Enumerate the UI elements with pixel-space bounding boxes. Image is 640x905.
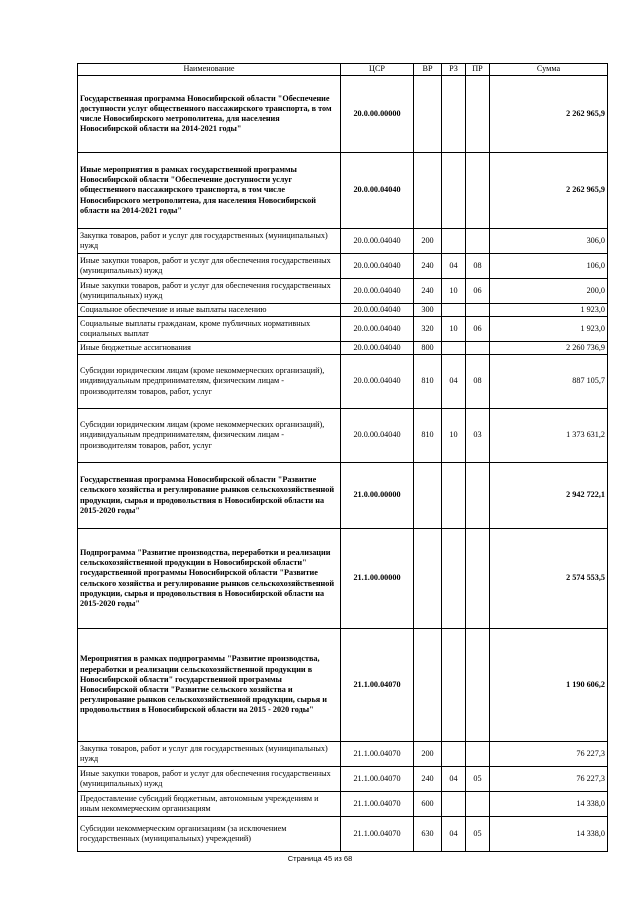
row-pr bbox=[466, 342, 490, 355]
row-name: Субсидии юридическим лицам (кроме некоммерческих организаций), индивидуальным предпринимателям, физическим лицам - производителям товаров, работ, услуг bbox=[78, 409, 341, 463]
row-rz bbox=[442, 742, 466, 767]
row-name: Иные бюджетные ассигнования bbox=[78, 342, 341, 355]
row-name: Закупка товаров, работ и услуг для государственных (муниципальных) нужд bbox=[78, 229, 341, 254]
table-row bbox=[78, 817, 608, 852]
row-csr: 21.1.00.04070 bbox=[341, 629, 414, 742]
row-name: Иные закупки товаров, работ и услуг для обеспечения государственных (муниципальных) нужд bbox=[78, 279, 341, 304]
row-rz: 10 bbox=[442, 409, 466, 463]
table-row bbox=[78, 529, 608, 629]
row-rz bbox=[442, 153, 466, 229]
row-pr bbox=[466, 76, 490, 153]
row-sum: 306,0 bbox=[490, 229, 608, 254]
table-row bbox=[78, 792, 608, 817]
table-row bbox=[78, 767, 608, 792]
header-vr: ВР bbox=[414, 64, 442, 76]
row-name: Государственная программа Новосибирской области "Развитие сельского хозяйства и регулирование рынков сельскохозяйственной продукции, сырья и продовольствия в Новосибирской области на 2015-2020 годы" bbox=[78, 463, 341, 529]
row-rz bbox=[442, 792, 466, 817]
table-row bbox=[78, 342, 608, 355]
row-name: Субсидии некоммерческим организациям (за исключением государственных (муниципальных) учреждений) bbox=[78, 817, 341, 852]
row-pr: 08 bbox=[466, 355, 490, 409]
row-name: Социальные выплаты гражданам, кроме публичных нормативных социальных выплат bbox=[78, 317, 341, 342]
row-sum: 14 338,0 bbox=[490, 817, 608, 852]
table-header-row bbox=[78, 64, 608, 76]
row-csr: 20.0.00.04040 bbox=[341, 279, 414, 304]
row-sum: 2 574 553,5 bbox=[490, 529, 608, 629]
row-sum: 2 262 965,9 bbox=[490, 153, 608, 229]
header-csr: ЦСР bbox=[341, 64, 414, 76]
row-name: Социальное обеспечение и иные выплаты населению bbox=[78, 304, 341, 317]
row-rz: 04 bbox=[442, 254, 466, 279]
header-sum: Сумма bbox=[490, 64, 608, 76]
row-csr: 21.1.00.04070 bbox=[341, 742, 414, 767]
row-vr bbox=[414, 529, 442, 629]
row-name: Субсидии юридическим лицам (кроме некоммерческих организаций), индивидуальным предпринимателям, физическим лицам - производителям товаров, работ, услуг bbox=[78, 355, 341, 409]
row-pr bbox=[466, 153, 490, 229]
row-pr bbox=[466, 229, 490, 254]
row-csr: 20.0.00.04040 bbox=[341, 153, 414, 229]
table-row bbox=[78, 317, 608, 342]
row-rz bbox=[442, 529, 466, 629]
row-rz bbox=[442, 629, 466, 742]
row-vr: 630 bbox=[414, 817, 442, 852]
row-pr: 06 bbox=[466, 317, 490, 342]
row-csr: 21.1.00.00000 bbox=[341, 529, 414, 629]
row-vr bbox=[414, 629, 442, 742]
table-row bbox=[78, 409, 608, 463]
row-pr bbox=[466, 742, 490, 767]
row-vr: 600 bbox=[414, 792, 442, 817]
row-rz: 04 bbox=[442, 817, 466, 852]
row-vr: 200 bbox=[414, 742, 442, 767]
row-sum: 2 260 736,9 bbox=[490, 342, 608, 355]
row-rz bbox=[442, 342, 466, 355]
row-vr bbox=[414, 153, 442, 229]
row-rz bbox=[442, 229, 466, 254]
row-pr: 06 bbox=[466, 279, 490, 304]
row-csr: 20.0.00.04040 bbox=[341, 229, 414, 254]
row-vr: 810 bbox=[414, 409, 442, 463]
row-sum: 1 923,0 bbox=[490, 317, 608, 342]
row-csr: 20.0.00.04040 bbox=[341, 342, 414, 355]
row-name: Предоставление субсидий бюджетным, автономным учреждениям и иным некоммерческим организациям bbox=[78, 792, 341, 817]
row-sum: 76 227,3 bbox=[490, 742, 608, 767]
page-footer: Страница 45 из 68 bbox=[287, 854, 353, 863]
row-rz: 04 bbox=[442, 355, 466, 409]
row-pr: 03 bbox=[466, 409, 490, 463]
row-vr: 240 bbox=[414, 279, 442, 304]
row-vr: 810 bbox=[414, 355, 442, 409]
row-sum: 887 105,7 bbox=[490, 355, 608, 409]
row-csr: 21.0.00.00000 bbox=[341, 463, 414, 529]
header-rz: РЗ bbox=[442, 64, 466, 76]
row-sum: 76 227,3 bbox=[490, 767, 608, 792]
row-vr bbox=[414, 76, 442, 153]
table-row bbox=[78, 76, 608, 153]
row-sum: 1 923,0 bbox=[490, 304, 608, 317]
row-name: Иные закупки товаров, работ и услуг для обеспечения государственных (муниципальных) нужд bbox=[78, 767, 341, 792]
row-name: Закупка товаров, работ и услуг для государственных (муниципальных) нужд bbox=[78, 742, 341, 767]
row-pr bbox=[466, 629, 490, 742]
table-row bbox=[78, 463, 608, 529]
row-name: Иные мероприятия в рамках государственной программы Новосибирской области "Обеспечение доступности услуг общественного пассажирского транспорта, в том числе Новосибирского метрополитена, для населения Новосибирской области на 2014-2021 годы" bbox=[78, 153, 341, 229]
budget-table bbox=[77, 63, 608, 852]
table-row bbox=[78, 229, 608, 254]
row-rz bbox=[442, 463, 466, 529]
table-row bbox=[78, 279, 608, 304]
row-sum: 1 373 631,2 bbox=[490, 409, 608, 463]
row-vr: 300 bbox=[414, 304, 442, 317]
table-row bbox=[78, 254, 608, 279]
row-rz: 10 bbox=[442, 317, 466, 342]
row-pr bbox=[466, 463, 490, 529]
row-sum: 106,0 bbox=[490, 254, 608, 279]
row-name: Мероприятия в рамках подпрограммы "Развитие производства, переработки и реализации сельскохозяйственной продукции в Новосибирской области" государственной программы Новосибирской области "Развитие сельского хозяйства и регулирование рынков сельскохозяйственной продукции, сырья и продовольствия в Новосибирской области на 2015 - 2020 годы" bbox=[78, 629, 341, 742]
table-row bbox=[78, 153, 608, 229]
row-rz: 04 bbox=[442, 767, 466, 792]
row-name: Иные закупки товаров, работ и услуг для обеспечения государственных (муниципальных) нужд bbox=[78, 254, 341, 279]
row-sum: 1 190 606,2 bbox=[490, 629, 608, 742]
row-name: Подпрограмма "Развитие производства, переработки и реализации сельскохозяйственной продукции в Новосибирской области" государственной программы Новосибирской области "Развитие сельского хозяйства и регулирование рынков сельскохозяйственной продукции, сырья и продовольствия в Новосибирской области на 2015-2020 годы" bbox=[78, 529, 341, 629]
row-csr: 21.1.00.04070 bbox=[341, 767, 414, 792]
row-csr: 21.1.00.04070 bbox=[341, 817, 414, 852]
row-sum: 2 942 722,1 bbox=[490, 463, 608, 529]
row-pr: 05 bbox=[466, 817, 490, 852]
row-csr: 20.0.00.04040 bbox=[341, 304, 414, 317]
row-vr bbox=[414, 463, 442, 529]
row-rz bbox=[442, 304, 466, 317]
table-row bbox=[78, 629, 608, 742]
row-pr bbox=[466, 529, 490, 629]
table-row bbox=[78, 355, 608, 409]
row-pr bbox=[466, 792, 490, 817]
row-vr: 240 bbox=[414, 254, 442, 279]
row-vr: 320 bbox=[414, 317, 442, 342]
header-name: Наименование bbox=[78, 64, 341, 76]
row-name: Государственная программа Новосибирской области "Обеспечение доступности услуг общественного пассажирского транспорта, в том числе Новосибирского метрополитена, для населения Новосибирской области на 2014-2021 годы" bbox=[78, 76, 341, 153]
row-csr: 20.0.00.00000 bbox=[341, 76, 414, 153]
row-pr: 08 bbox=[466, 254, 490, 279]
row-csr: 20.0.00.04040 bbox=[341, 254, 414, 279]
row-csr: 20.0.00.04040 bbox=[341, 409, 414, 463]
header-pr: ПР bbox=[466, 64, 490, 76]
row-vr: 200 bbox=[414, 229, 442, 254]
row-sum: 2 262 965,9 bbox=[490, 76, 608, 153]
row-rz: 10 bbox=[442, 279, 466, 304]
row-sum: 200,0 bbox=[490, 279, 608, 304]
row-pr bbox=[466, 304, 490, 317]
row-vr: 240 bbox=[414, 767, 442, 792]
row-vr: 800 bbox=[414, 342, 442, 355]
row-csr: 20.0.00.04040 bbox=[341, 317, 414, 342]
row-pr: 05 bbox=[466, 767, 490, 792]
row-csr: 20.0.00.04040 bbox=[341, 355, 414, 409]
table-row bbox=[78, 304, 608, 317]
row-sum: 14 338,0 bbox=[490, 792, 608, 817]
table-row bbox=[78, 742, 608, 767]
row-csr: 21.1.00.04070 bbox=[341, 792, 414, 817]
row-rz bbox=[442, 76, 466, 153]
